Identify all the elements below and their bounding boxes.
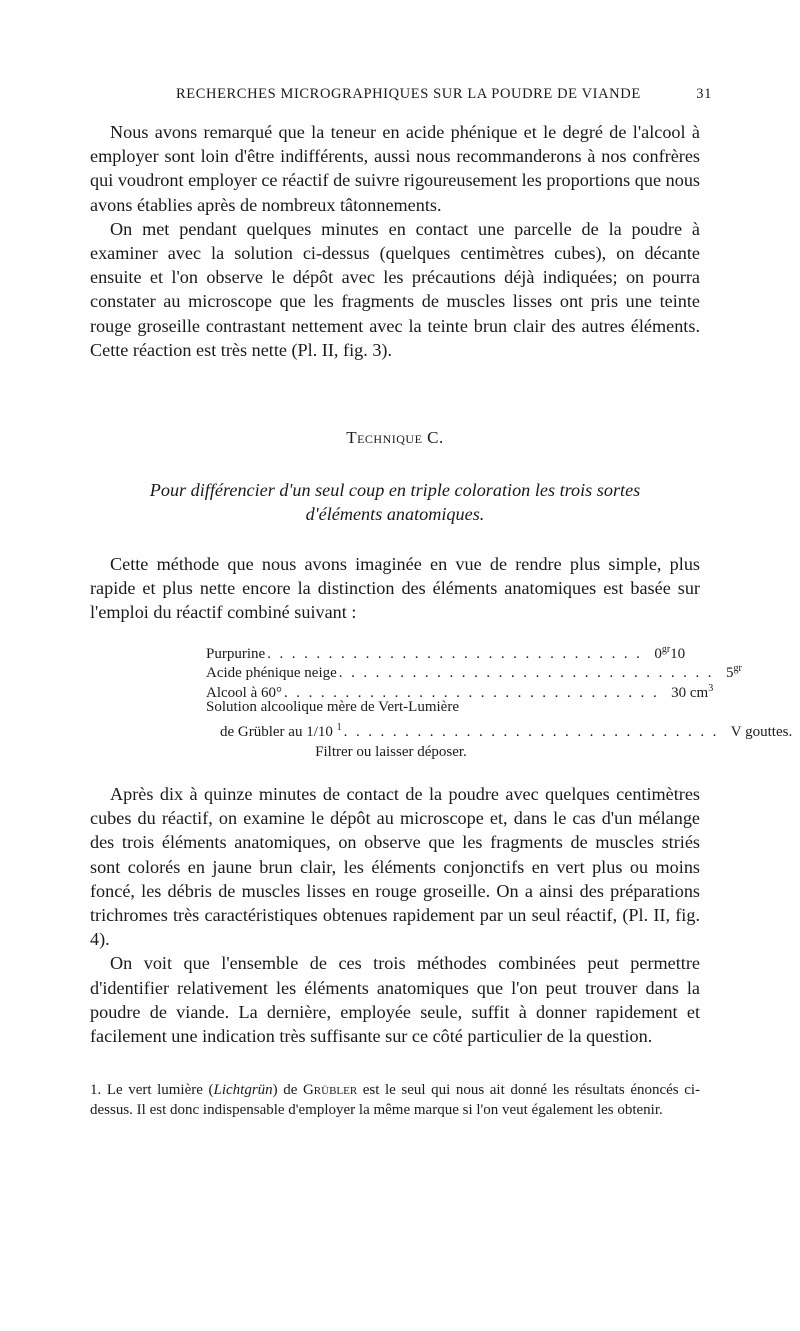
dot-leader: . . . . . . . . . . . . . . . . . . . . . . . . . . . . . . . — [283, 684, 660, 701]
footnote-reference: 1 — [336, 721, 342, 733]
paragraph-conclusion: On voit que l'ensemble de ces trois méthodes combinées peut permettre d'identifier relativement les éléments anatomiques que l'on peut trouver dans la poudre de viande. La dernière, employée seule, suffit à donner rapidement et facilement une indication très suffisante sur ce côté particulier de la question. — [90, 953, 700, 1047]
subheading-line-2: d'éléments anatomiques. — [305, 504, 485, 524]
footnote: 1. Le vert lumière (Lichtgrün) de Grübler est le seul qui nous ait donné les résultats énoncés ci-dessus. Il est donc indispensable d'employer la même marque si l'on veut également les obtenir. — [90, 1082, 701, 1118]
paragraph-procedure: On met pendant quelques minutes en contact une parcelle de la poudre à examiner avec la solution ci-dessus (quelques centimètres cubes), on décante ensuite et l'on observe le dépôt avec les précautions déjà indiquées; on pourra constater au microscope que les fragments de muscles lisses ont pris une teinte rouge groseille contrastant nettement avec la teinte brun clair des autres éléments. Cette réaction est très nette (Pl. II, fig. 3). — [90, 218, 700, 360]
formula-note: Filtrer ou laisser déposer. — [315, 743, 467, 760]
formula-quantity: $0^{gr}10$ — [654, 644, 686, 662]
formula-ingredient: Acide phénique neige — [206, 665, 337, 682]
paragraph-method-intro: Cette méthode que nous avons imaginée en vue de rendre plus simple, plus rapide et plus nette encore la distinction des éléments anatomiques est basée sur l'emploi du réactif combiné suivant : — [90, 554, 700, 623]
dot-leader: . . . . . . . . . . . . . . . . . . . . . . . . . . . . . . . — [267, 646, 643, 662]
formula-row — [206, 718, 793, 740]
paragraph-reagent-remark: Nous avons remarqué que la teneur en acide phénique et le degré de l'alcool à employer sont loin d'être indifférents, aussi nous recommanderons à nos confrères qui voudront employer ce réactif de suivre rigoureusement les proportions que nous avons établies après de nombreux tâtonnements. — [90, 122, 700, 215]
subheading-line-1: Pour différencier d'un seul coup en triple coloration les trois sortes — [149, 480, 641, 500]
footnote-term: Lichtgrün — [213, 1082, 273, 1098]
formula-quantity: $5^{gr}$ — [725, 663, 742, 682]
dot-leader: . . . . . . . . . . . . . . . . . . . . . . . . . . . . . . . — [338, 665, 714, 682]
formula-ingredient: Solution alcoolique mère de Vert-Lumière — [206, 699, 459, 716]
section-heading — [90, 428, 700, 448]
formula-quantity: V gouttes. — [730, 723, 793, 740]
running-header — [176, 86, 712, 106]
page-number: 31 — [696, 86, 712, 102]
footnote-number: 1. — [90, 1082, 102, 1098]
formula-row — [206, 640, 686, 662]
section-heading-text: Technique C. — [346, 428, 444, 447]
dot-leader: . . . . . . . . . . . . . . . . . . . . . . . . . . . . . . . — [343, 723, 719, 740]
body-text-top — [90, 120, 700, 362]
body-text-bottom — [90, 782, 700, 1048]
formula-ingredient: Alcool à 60° — [206, 684, 282, 701]
formula-quantity: 30 $cm^3$ — [671, 682, 714, 701]
footnote-author: Grübler — [302, 1082, 358, 1098]
reagent-formula — [206, 640, 793, 762]
formula-ingredient-continued: de Grübler au 1/10 $^1$ — [220, 721, 342, 740]
paragraph-results: Après dix à quinze minutes de contact de la poudre avec quelques centimètres cubes du réactif, on examine le dépôt au microscope et, dans le cas d'un mélange des trois éléments anatomiques, on observe que les fragments de muscles striés sont colorés en jaune brun clair, les éléments conjonctifs en vert plus ou moins foncé, les débris de muscles lisses en rouge groseille. On a ainsi des préparations trichromes très caractéristiques obtenues rapidement par un seul réactif, (Pl. II, fig. 4). — [90, 784, 700, 950]
running-title: RECHERCHES MICROGRAPHIQUES SUR LA POUDRE DE VIANDE — [176, 86, 641, 102]
formula-ingredient: Purpurine — [206, 646, 266, 662]
section-subheading — [90, 478, 700, 526]
body-text-intro — [90, 552, 700, 625]
